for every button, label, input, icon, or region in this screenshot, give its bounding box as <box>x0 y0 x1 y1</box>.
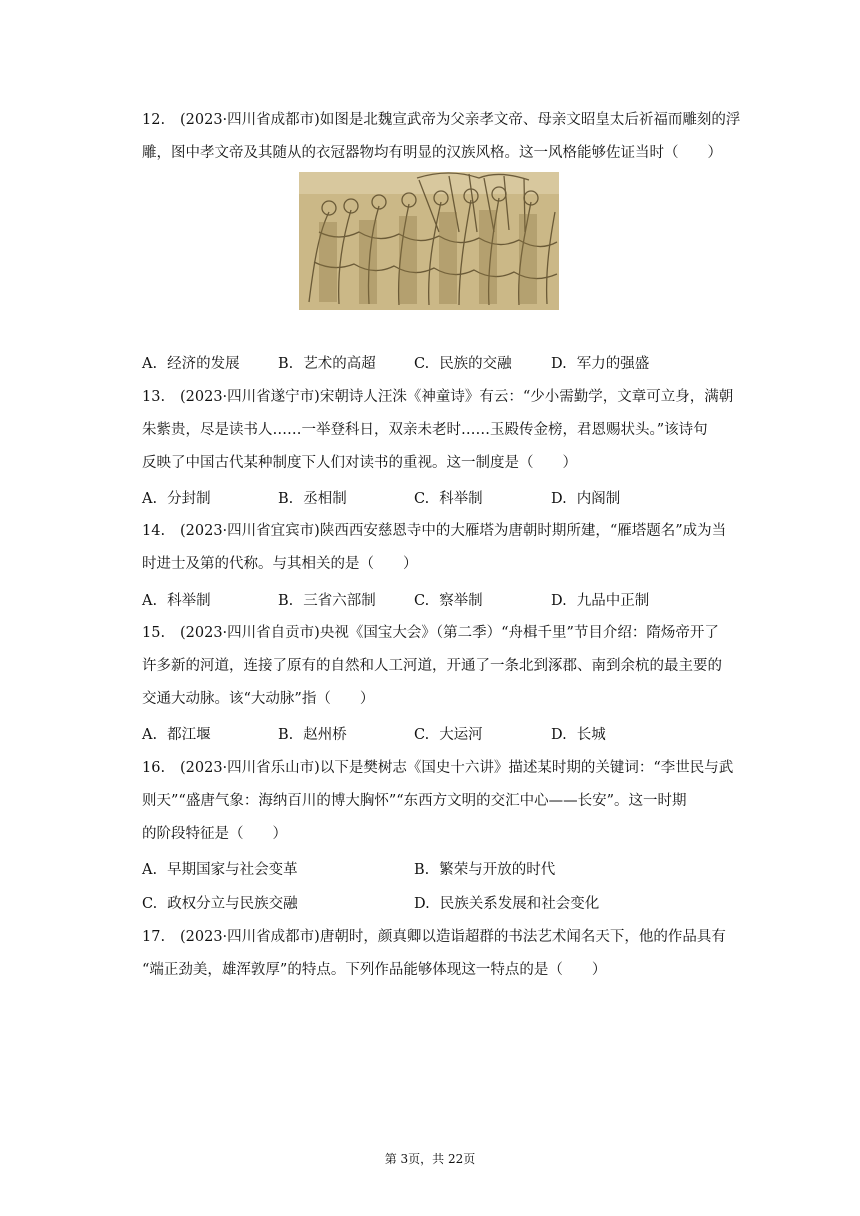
option-c[interactable]: C. 大运河 <box>414 727 483 743</box>
northern-wei-relief-carving-image <box>299 172 559 310</box>
question-text-line: (2023·四川省宜宾市)陕西西安慈恩寺中的大雁塔为唐朝时期所建，“雁塔题名”成为当 <box>180 523 727 539</box>
option-b[interactable]: B. 赵州桥 <box>278 727 347 743</box>
option-b[interactable]: B. 三省六部制 <box>278 593 376 609</box>
question-text-line: “端正劲美，雄浑敦厚”的特点。下列作品能够体现这一特点的是（ ） <box>142 962 607 978</box>
question-number: 16. <box>142 760 166 776</box>
question-number: 15. <box>142 625 166 641</box>
question-16-options-row-2 <box>142 892 752 920</box>
option-a[interactable]: A. 分封制 <box>142 491 211 507</box>
question-13-options <box>142 487 752 515</box>
question-text-line: (2023·四川省成都市)唐朝时，颜真卿以造诣超群的书法艺术闻名天下，他的作品具有 <box>180 929 726 945</box>
question-text-line: 朱紫贵，尽是读书人……一举登科日，双亲未老时……玉殿传金榜，君恩赐状头。”该诗句 <box>142 422 708 438</box>
question-number: 14. <box>142 523 166 539</box>
question-text-line: 的阶段特征是（ ） <box>142 826 287 842</box>
option-d[interactable]: D. 民族关系发展和社会变化 <box>414 896 600 912</box>
option-b[interactable]: B. 艺术的高超 <box>278 356 376 372</box>
option-d[interactable]: D. 长城 <box>551 727 606 743</box>
question-12 <box>142 104 752 170</box>
question-text-line: 雕，图中孝文帝及其随从的衣冠器物均有明显的汉族风格。这一风格能够佐证当时（ ） <box>142 145 722 161</box>
option-d[interactable]: D. 内阁制 <box>551 491 621 507</box>
option-c[interactable]: C. 民族的交融 <box>414 356 512 372</box>
question-number: 17. <box>142 929 166 945</box>
option-a[interactable]: A. 科举制 <box>142 593 211 609</box>
page-footer: 第 3页，共 22页 <box>384 1152 476 1166</box>
option-a[interactable]: A. 都江堰 <box>142 727 211 743</box>
question-text-line: 交通大动脉。该“大动脉”指（ ） <box>142 691 375 707</box>
option-c[interactable]: C. 政权分立与民族交融 <box>142 896 298 912</box>
question-text-line: (2023·四川省乐山市)以下是樊树志《国史十六讲》描述某时期的关键词：“李世民与武 <box>180 760 734 776</box>
option-d[interactable]: D. 军力的强盛 <box>551 356 650 372</box>
question-text-line: 反映了中国古代某种制度下人们对读书的重视。这一制度是（ ） <box>142 455 577 471</box>
option-a[interactable]: A. 早期国家与社会变革 <box>142 862 298 878</box>
question-text-line: (2023·四川省成都市)如图是北魏宣武帝为父亲孝文帝、母亲文昭皇太后祈福而雕刻的浮 <box>180 112 741 128</box>
question-text-line: 时进士及第的代称。与其相关的是（ ） <box>142 556 418 572</box>
question-16-options-row-1 <box>142 858 752 886</box>
question-17 <box>142 921 752 987</box>
option-d[interactable]: D. 九品中正制 <box>551 593 650 609</box>
question-16 <box>142 752 752 851</box>
question-text-line: (2023·四川省自贡市)央视《国宝大会》（第二季）“舟楫千里”节目介绍：隋炀帝开了 <box>180 625 719 641</box>
option-c[interactable]: C. 科举制 <box>414 491 483 507</box>
question-number: 12. <box>142 112 166 128</box>
question-text-line: 许多新的河道，连接了原有的自然和人工河道，开通了一条北到涿郡、南到余杭的最主要的 <box>142 658 722 674</box>
question-number: 13. <box>142 389 166 405</box>
question-text-line: 则天”“盛唐气象：海纳百川的博大胸怀”“东西方文明的交汇中心——长安”。这一时期 <box>142 793 687 809</box>
question-text-line: (2023·四川省遂宁市)宋朝诗人汪洙《神童诗》有云：“少小需勤学，文章可立身，满朝 <box>180 389 734 405</box>
question-15 <box>142 617 752 716</box>
option-b[interactable]: B. 丞相制 <box>278 491 347 507</box>
question-12-options <box>142 352 752 380</box>
question-13 <box>142 381 752 480</box>
question-14 <box>142 515 752 581</box>
option-b[interactable]: B. 繁荣与开放的时代 <box>414 862 556 878</box>
question-14-options <box>142 589 752 617</box>
option-c[interactable]: C. 察举制 <box>414 593 483 609</box>
question-15-options <box>142 723 752 751</box>
option-a[interactable]: A. 经济的发展 <box>142 356 240 372</box>
